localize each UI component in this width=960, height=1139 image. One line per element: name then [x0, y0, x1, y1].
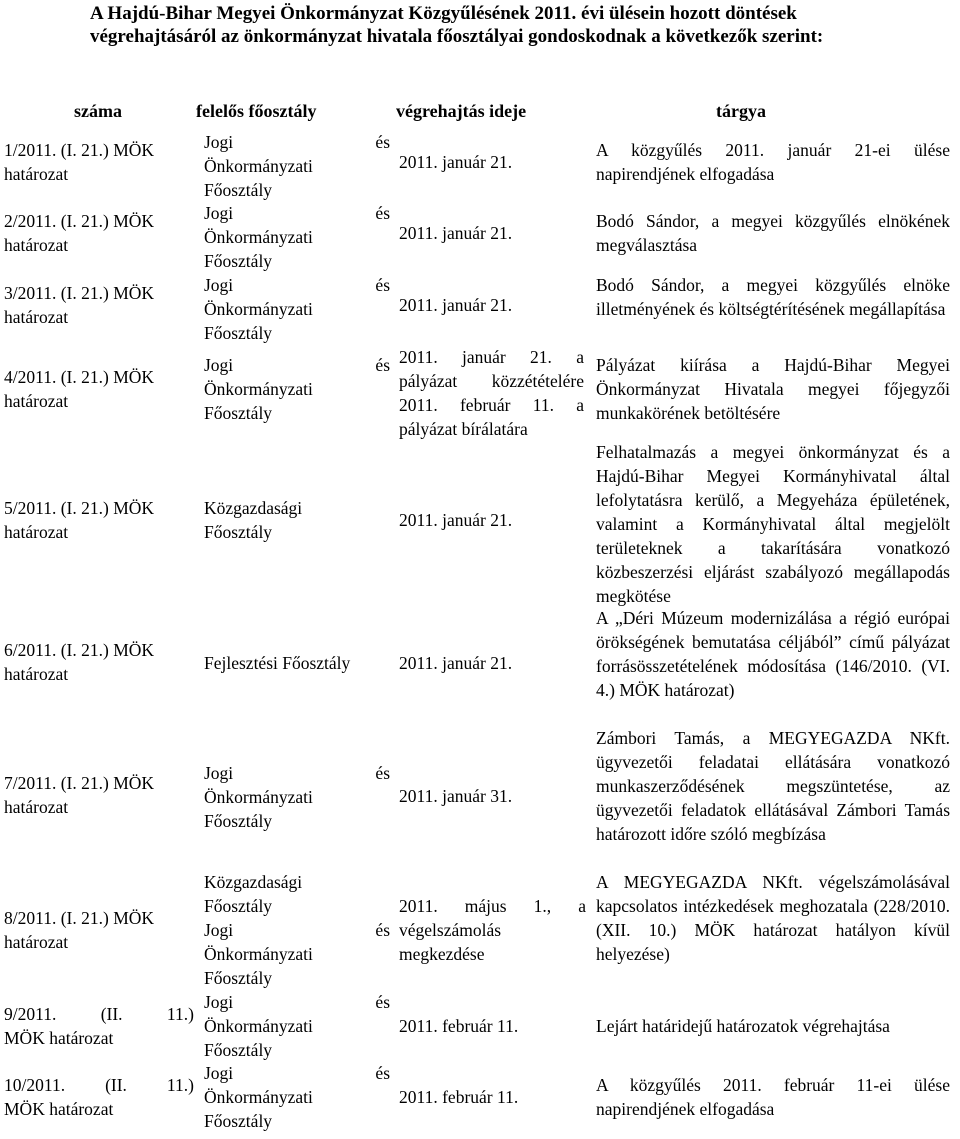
resolution-number: 1/2011. (I. 21.) MÖK határozat — [4, 140, 155, 184]
subject: Bodó Sándor, a megyei közgyűlés elnöke illetményének és költségtérítésének megállapítása — [596, 275, 950, 319]
resolution-number: 4/2011. (I. 21.) MÖK határozat — [4, 367, 155, 411]
responsible-department: Fejlesztési Főosztály — [204, 653, 351, 673]
subject: Bodó Sándor, a megyei közgyűlés elnökének megválasztása — [596, 211, 950, 255]
resolution-number: 2/2011. (I. 21.) MÖK határozat — [4, 211, 155, 255]
header-subject: tárgya — [716, 101, 766, 121]
responsible-department: Jogi és Önkormányzati Főosztály — [204, 203, 390, 271]
resolution-number: 8/2011. (I. 21.) MÖK határozat — [4, 908, 155, 952]
deadline: 2011. január 21. a pályázat közzétételére 2011. február 11. a pályázat bírálatára — [399, 347, 584, 439]
resolution-number: 7/2011. (I. 21.) MÖK határozat — [4, 773, 155, 817]
header-number: száma — [74, 101, 122, 121]
responsible-department: Jogi és Önkormányzati Főosztály — [204, 1063, 390, 1131]
document-intro: A Hajdú-Bihar Megyei Önkormányzat Közgyűlésének 2011. évi ülésein hozott döntések végrehajtásáról az önkormányzat hivatala főosztályai gondoskodnak a következők szerint: — [90, 3, 824, 47]
resolution-number: 10/2011. (II. 11.) MÖK határozat — [4, 1075, 194, 1119]
responsible-department: Jogi és Önkormányzati Főosztály — [204, 992, 390, 1060]
resolution-number: 9/2011. (II. 11.) MÖK határozat — [4, 1004, 194, 1048]
table-header — [0, 100, 960, 124]
header-department: felelős főosztály — [196, 101, 317, 121]
header-deadline: végrehajtás ideje — [396, 101, 527, 121]
subject: Felhatalmazás a megyei önkormányzat és a Hajdú-Bihar Megyei Kormányhivatal által lefolytatásra kerülő, a Megyeháza épületének, valamint a Kormányhivatal által megjelölt területeknek a takarítására vonatkozó közbeszerzési eljárást szabályozó megállapodás megkötése — [596, 442, 950, 606]
responsible-department: Jogi és Önkormányzati Főosztály — [204, 763, 390, 831]
resolution-number: 5/2011. (I. 21.) MÖK határozat — [4, 498, 155, 542]
deadline: 2011. február 11. — [399, 1016, 519, 1036]
subject: A MEGYEGAZDA NKft. végelszámolásával kapcsolatos intézkedések meghozatala (228/2010. (XII. 10.) MÖK határozat hatályon kívül helyezése) — [596, 872, 950, 964]
responsible-department: Jogi és Önkormányzati Főosztály — [204, 355, 390, 423]
resolution-number: 3/2011. (I. 21.) MÖK határozat — [4, 283, 155, 327]
responsible-department: Jogi és Önkormányzati Főosztály — [204, 132, 390, 200]
responsible-department: Jogi és Önkormányzati Főosztály — [204, 275, 390, 343]
deadline: 2011. január 21. — [399, 152, 513, 172]
responsible-department: Közgazdasági Főosztály — [204, 498, 303, 542]
subject: A „Déri Múzeum modernizálása a régió európai örökségének bemutatása céljából” című pályázat forrásösszetételének módosítása (146/2010. (VI. 4.) MÖK határozat) — [596, 608, 950, 700]
subject: Lejárt határidejű határozatok végrehajtása — [596, 1016, 890, 1036]
resolution-number: 6/2011. (I. 21.) MÖK határozat — [4, 640, 155, 684]
deadline: 2011. május 1., a végelszámolás megkezdése — [399, 896, 586, 964]
deadline: 2011. január 31. — [399, 786, 513, 806]
deadline: 2011. január 21. — [399, 223, 513, 243]
responsible-department: Közgazdasági Főosztály Jogi és Önkormányzati Főosztály — [204, 872, 390, 988]
subject: Zámbori Tamás, a MEGYEGAZDA NKft. ügyvezetői feladatai ellátására vonatkozó munkaszerződésének megszüntetése, az ügyvezetői feladatok ellátásával Zámbori Tamás határozott időre szóló megbízása — [596, 728, 950, 844]
deadline: 2011. február 11. — [399, 1087, 519, 1107]
subject: A közgyűlés 2011. február 11-ei ülése napirendjének elfogadása — [596, 1075, 950, 1119]
deadline: 2011. január 21. — [399, 653, 513, 673]
subject: A közgyűlés 2011. január 21-ei ülése napirendjének elfogadása — [596, 140, 950, 184]
deadline: 2011. január 21. — [399, 295, 513, 315]
deadline: 2011. január 21. — [399, 510, 513, 530]
subject: Pályázat kiírása a Hajdú-Bihar Megyei Önkormányzat Hivatala megyei főjegyzői munkakörének betöltésére — [596, 355, 950, 423]
